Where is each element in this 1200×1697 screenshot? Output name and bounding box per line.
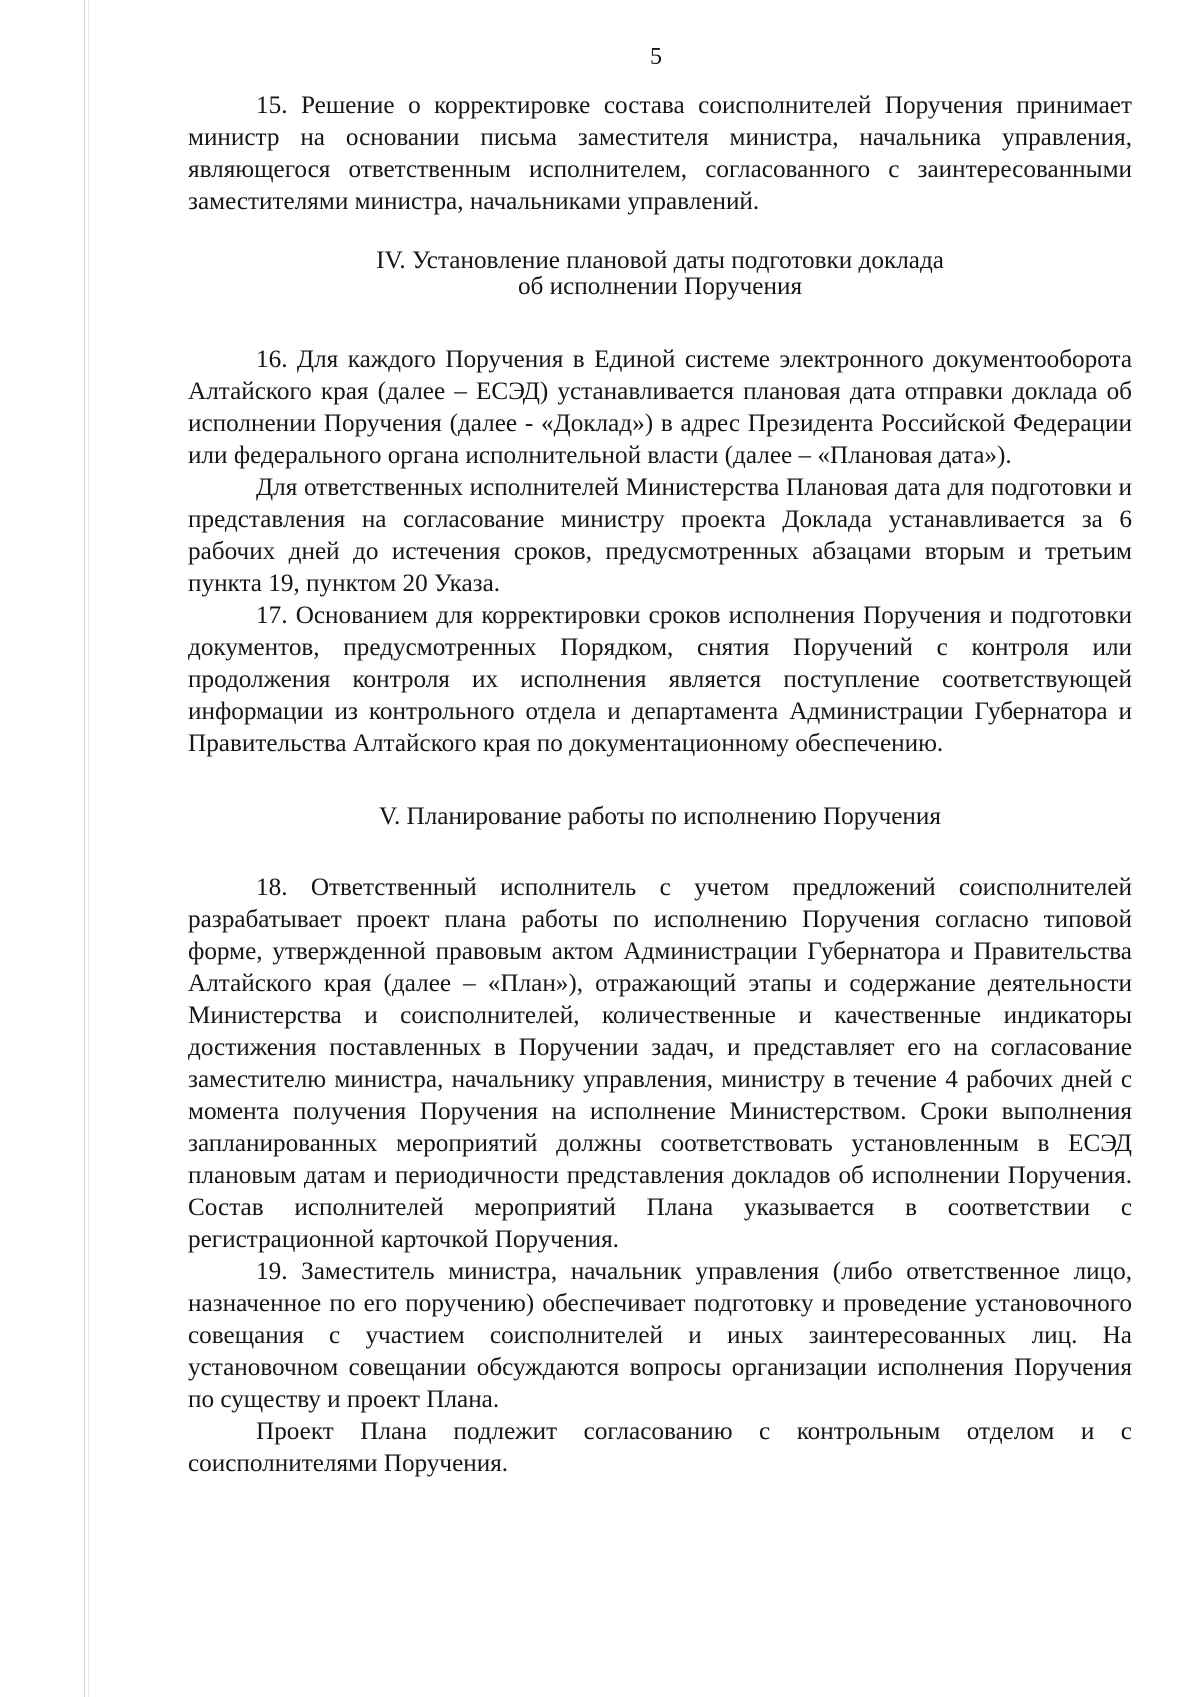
paragraph-19: 19. Заместитель министра, начальник управления (либо ответственное лицо, назначенное по его поручению) обеспечивает подготовку и проведение установочного совещания с участием соисполнителей и иных заинтересованных лиц. На установочном совещании обсуждаются вопросы организации исполнения Поручения по существу и проект Плана. bbox=[188, 1258, 1132, 1413]
section-5-heading: V. Планирование работы по исполнению Поручения bbox=[379, 803, 941, 830]
section-4-heading-line-2: об исполнении Поручения bbox=[517, 273, 803, 300]
page-number: 5 bbox=[650, 44, 662, 70]
paragraph-16-continuation: Для ответственных исполнителей Министерства Плановая дата для подготовки и представления на согласование министру проекта Доклада устанавливается за 6 рабочих дней до истечения сроков, предусмотренных абзацами вторым и третьим пункта 19, пунктом 20 Указа. bbox=[188, 474, 1132, 597]
paragraph-18: 18. Ответственный исполнитель с учетом предложений соисполнителей разрабатывает проект плана работы по исполнению Поручения согласно типовой форме, утвержденной правовым актом Администрации Губернатора и Правительства Алтайского края (далее – «План»), отражающий этапы и содержание деятельности Министерства и соисполнителей, количественные и качественные индикаторы достижения поставленных в Поручении задач, и представляет его на согласование заместителю министра, начальнику управления, министру в течение 4 рабочих дней с момента получения Поручения на исполнение Министерством. Сроки выполнения запланированных мероприятий должны соответствовать установленным в ЕСЭД плановым датам и периодичности представления докладов об исполнении Поручения. Состав исполнителей мероприятий Плана указывается в соответствии с регистрационной карточкой Поручения. bbox=[188, 874, 1132, 1253]
paragraph-16: 16. Для каждого Поручения в Единой системе электронного документооборота Алтайского края (далее – ЕСЭД) устанавливается плановая дата отправки доклада об исполнении Поручения (далее - «Доклад») в адрес Президента Российской Федерации или федерального органа исполнительной власти (далее – «Плановая дата»). bbox=[188, 346, 1132, 469]
section-4-heading bbox=[188, 248, 1132, 300]
paragraph-15: 15. Решение о корректировке состава соисполнителей Поручения принимает министр на основании письма заместителя министра, начальника управления, являющегося ответственным исполнителем, согласованного с заинтересованными заместителями министра, начальниками управлений. bbox=[188, 92, 1132, 215]
paragraph-19-continuation: Проект Плана подлежит согласованию с контрольным отделом и с соисполнителями Поручения. bbox=[188, 1418, 1132, 1477]
scan-edge-line bbox=[88, 0, 89, 1697]
section-4-heading-line-1: IV. Установление плановой даты подготовки доклада bbox=[376, 247, 944, 274]
document-body bbox=[188, 90, 1132, 1480]
scan-edge-line bbox=[84, 0, 85, 1697]
paragraph-17: 17. Основанием для корректировки сроков исполнения Поручения и подготовки документов, предусмотренных Порядком, снятия Поручений с контроля или продолжения контроля их исполнения является поступление соответствующей информации из контрольного отдела и департамента Администрации Губернатора и Правительства Алтайского края по документационному обеспечению. bbox=[188, 602, 1132, 757]
